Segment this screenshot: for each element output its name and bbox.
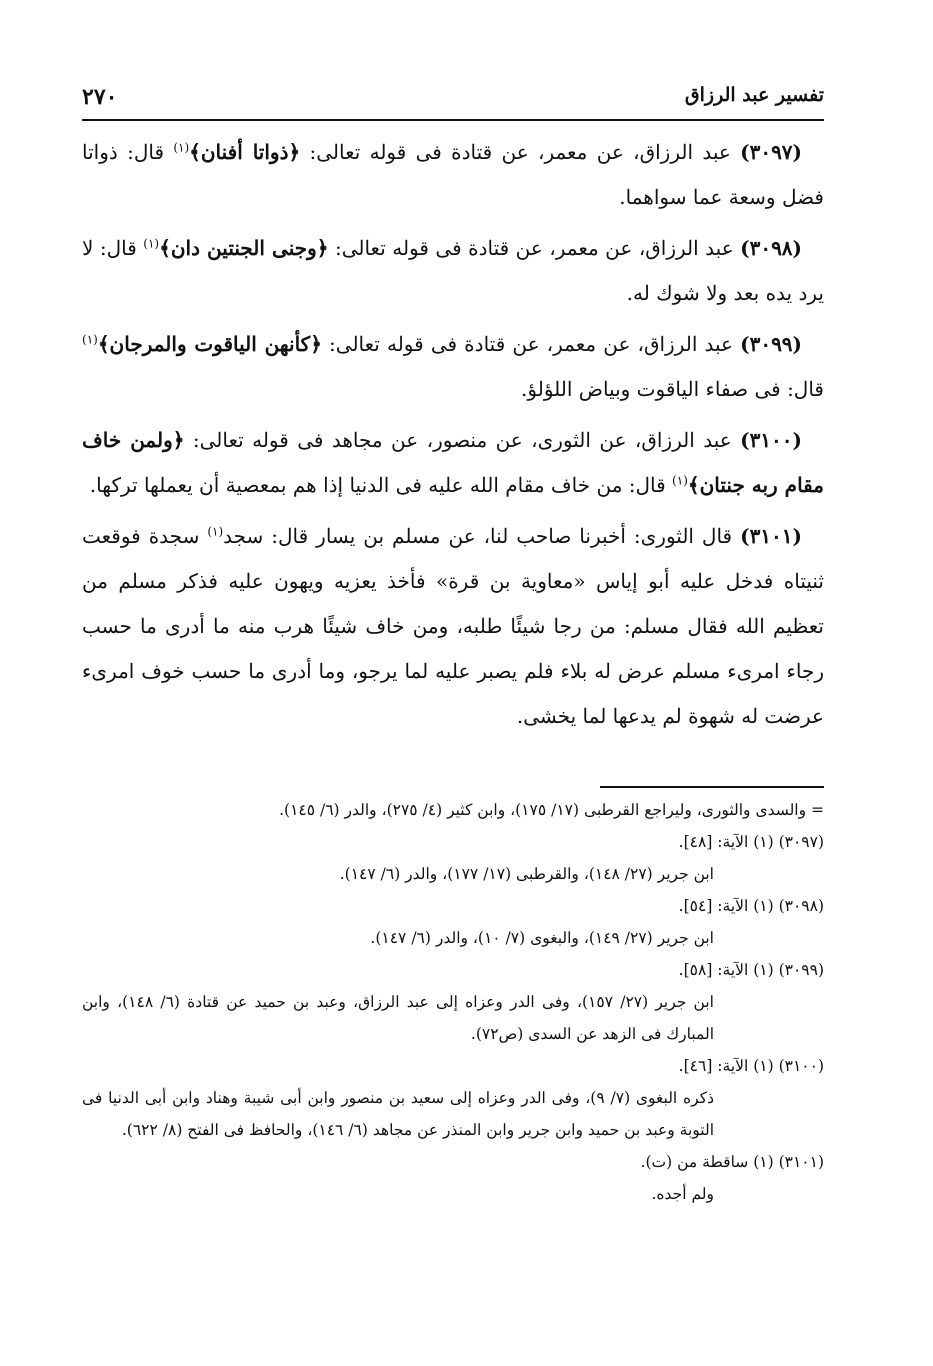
footnote-mark: (١)	[672, 473, 688, 488]
entry-text: عبد الرزاق، عن معمر، عن قتادة فى قوله تعالى:	[300, 140, 741, 164]
quran-verse: ﴿ذواتا أفنان﴾	[189, 140, 301, 164]
entry-text: عبد الرزاق، عن معمر، عن قتادة فى قوله تعالى:	[321, 332, 741, 356]
footnote-text: ابن جرير (٢٧/ ١٥٧)، وفى الدر وعزاه إلى عبد الرزاق، وعبد بن حميد عن قتادة (٦/ ١٤٨)، وابن المبارك فى الزهد عن السدى (ص٧٢).	[82, 993, 714, 1043]
header-rule	[82, 119, 824, 121]
entry-text: قال: لا يرد يده بعد ولا شوك له.	[82, 236, 824, 305]
quran-verse: ﴿كأنهن الياقوت والمرجان﴾	[97, 332, 322, 356]
footnote-mark: (١)	[143, 236, 160, 251]
footnote-text: ذكره البغوى (٧/ ٩)، وفى الدر وعزاه إلى سعيد بن منصور وابن أبى شيبة وهناد وابن أبى الدنيا فى التوبة وعبد بن حميد وابن جرير وابن المنذر عن مجاهد (٦/ ١٤٦)، والحافظ فى الفتح (٨/ ٦٢٢).	[82, 1089, 715, 1139]
entry-number: (٣٠٩٨)	[740, 236, 803, 260]
entry-text: قال: فى صفاء الياقوت وبياض اللؤلؤ.	[521, 377, 824, 401]
footnote-continuation: = والسدى والثورى، وليراجع القرطبى (١٧/ ١٧٥)، وابن كثير (٤/ ٢٧٥)، والدر (٦/ ١٤٥).	[279, 801, 824, 819]
entry-3099	[82, 322, 824, 412]
entry-text: سجدة فوقعت ثنيتاه فدخل عليه أبو إياس «معاوية بن قرة» فأخذ يعزيه ويهون عليه فذكر مسلم من تعظيم الله فقال مسلم: من رجا شيئًا طلبه، ومن خاف شيئًا هرب منه ما أدرى ما حسب رجاء امرىء مسلم عرض له بلاء فلم يصبر عليه لما يرجو، وما أدرى ما حسب خوف امرىء عرضت له شهوة لم يدعها لما يخشى.	[82, 524, 824, 728]
entry-3101	[82, 514, 824, 739]
entry-text: قال الثورى: أخبرنا صاحب لنا، عن مسلم بن يسار قال: سجد	[223, 524, 741, 548]
entry-text: قال: من خاف مقام الله عليه فى الدنيا إذا هم بمعصية أن يعملها تركها.	[89, 473, 673, 497]
footnote-heading: (٣١٠٠) (١) الآية: [٤٦].	[678, 1057, 824, 1075]
running-title: تفسير عبد الرزاق	[684, 84, 824, 106]
entry-number: (٣٠٩٩)	[740, 332, 803, 356]
entry-text: عبد الرزاق، عن الثورى، عن منصور، عن مجاهد فى قوله تعالى:	[184, 428, 741, 452]
footnote-mark: (١)	[173, 140, 190, 155]
footnote-heading: (٣٠٩٩) (١) الآية: [٥٨].	[678, 961, 824, 979]
footnotes	[82, 794, 824, 1210]
entry-3098	[82, 226, 824, 316]
footnote-heading: (٣١٠١) (١) ساقطة من (ت).	[640, 1153, 824, 1171]
footnote-heading: (٣٠٩٧) (١) الآية: [٤٨].	[678, 833, 824, 851]
entry-3100	[82, 418, 824, 508]
footnote-heading: (٣٠٩٨) (١) الآية: [٥٤].	[678, 897, 824, 915]
footnote-rule	[600, 786, 824, 788]
main-text	[82, 130, 824, 745]
footnote-mark: (١)	[207, 524, 224, 539]
quran-verse: ﴿ولمن خاف مقام ربه جنتان﴾	[82, 428, 824, 497]
footnote-text: ابن جرير (٢٧/ ١٤٨)، والقرطبى (١٧/ ١٧٧)، والدر (٦/ ١٤٧).	[339, 865, 714, 883]
quran-verse: ﴿وجنى الجنتين دان﴾	[159, 236, 329, 260]
footnote-text: ولم أجده.	[651, 1185, 714, 1203]
page-header	[82, 78, 824, 118]
entry-number: (٣٠٩٧)	[740, 140, 803, 164]
entry-number: (٣١٠١)	[740, 524, 802, 548]
entry-3097	[82, 130, 824, 220]
entry-number: (٣١٠٠)	[740, 428, 802, 452]
footnote-text: ابن جرير (٢٧/ ١٤٩)، والبغوى (٧/ ١٠)، والدر (٦/ ١٤٧).	[370, 929, 714, 947]
footnote-mark: (١)	[82, 332, 98, 347]
entry-text: عبد الرزاق، عن معمر، عن قتادة فى قوله تعالى:	[328, 236, 741, 260]
page-number: ٢٧٠	[82, 84, 118, 110]
entry-text: قال: ذواتا فضل وسعة عما سواهما.	[82, 140, 824, 209]
